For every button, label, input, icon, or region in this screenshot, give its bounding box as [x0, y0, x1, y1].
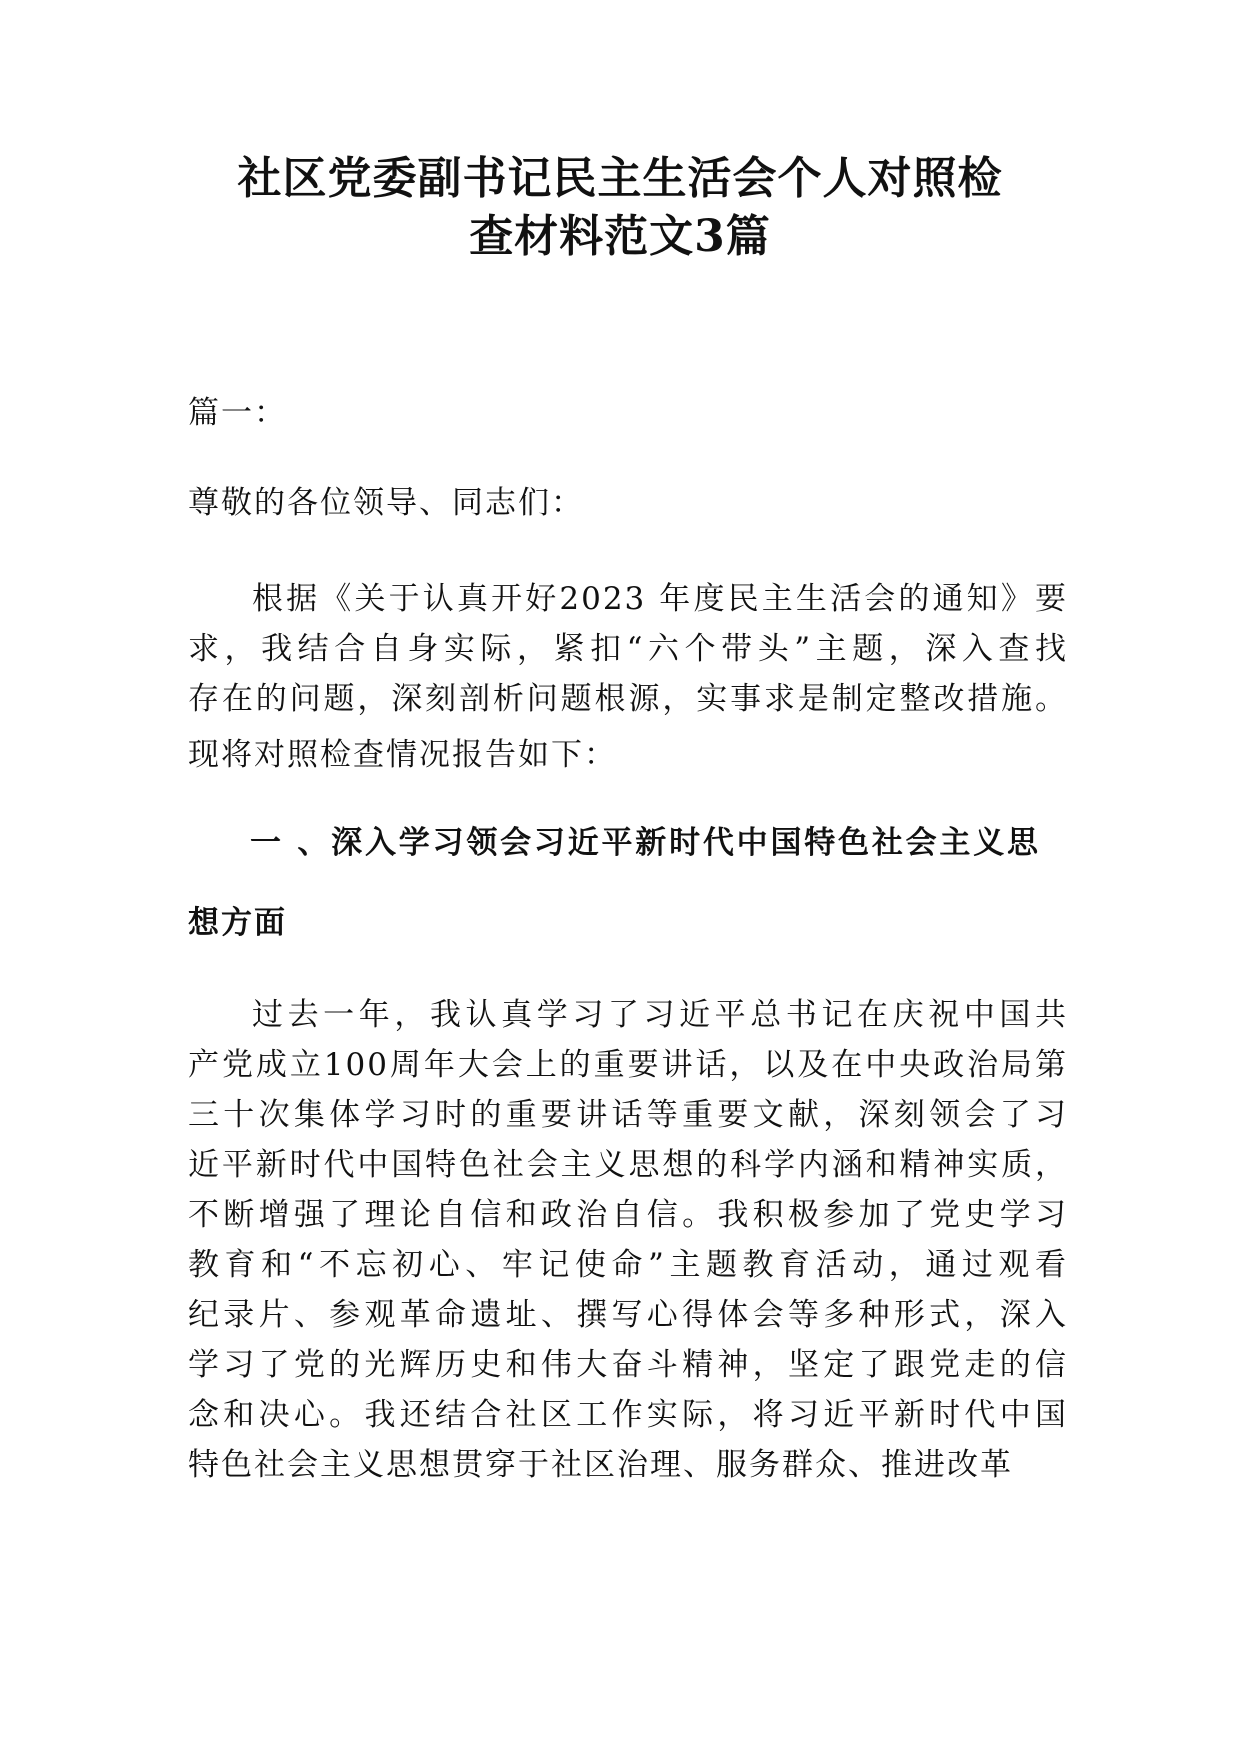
- paragraph-line: 存在的问题，深刻剖析问题根源，实事求是制定整改措施。: [188, 681, 1068, 717]
- title-line: 社区党委副书记民主生活会个人对照检: [237, 153, 1003, 204]
- body-paragraph: [188, 990, 1068, 1490]
- paragraph-line: 纪录片、参观革命遗址、撰写心得体会等多种形式，深入: [188, 1297, 1068, 1333]
- paragraph-line: 根据《关于认真开好2023 年度民主生活会的通知》要: [252, 581, 1068, 617]
- paragraph-line: 教育和“不忘初心、牢记使命”主题教育活动，通过观看: [188, 1247, 1068, 1283]
- section-label: 篇一：: [188, 395, 287, 431]
- section-heading-line: 想方面: [188, 905, 287, 941]
- document-title: [150, 150, 1090, 266]
- title-line: 查材料范文3篇: [469, 211, 771, 262]
- paragraph-line: 产党成立100周年大会上的重要讲话，以及在中央政治局第: [188, 1047, 1068, 1083]
- paragraph-line: 近平新时代中国特色社会主义思想的科学内涵和精神实质，: [188, 1147, 1068, 1183]
- salutation: 尊敬的各位领导、同志们：: [188, 485, 584, 521]
- section-heading-line: 一 、深入学习领会习近平新时代中国特色社会主义思: [250, 825, 1040, 861]
- paragraph-line: 过去一年，我认真学习了习近平总书记在庆祝中国共: [252, 997, 1068, 1033]
- paragraph-line: 念和决心。我还结合社区工作实际，将习近平新时代中国: [188, 1397, 1068, 1433]
- paragraph-line: 三十次集体学习时的重要讲话等重要文献，深刻领会了习: [188, 1097, 1068, 1133]
- paragraph-line: 特色社会主义思想贯穿于社区治理、服务群众、推进改革: [188, 1447, 1013, 1483]
- paragraph-line: 现将对照检查情况报告如下：: [188, 737, 617, 773]
- paragraph-line: 学习了党的光辉历史和伟大奋斗精神，坚定了跟党走的信: [188, 1347, 1068, 1383]
- intro-paragraph: [188, 574, 1068, 780]
- paragraph-line: 不断增强了理论自信和政治自信。我积极参加了党史学习: [188, 1197, 1068, 1233]
- paragraph-line: 求，我结合自身实际，紧扣“六个带头”主题，深入查找: [188, 631, 1068, 667]
